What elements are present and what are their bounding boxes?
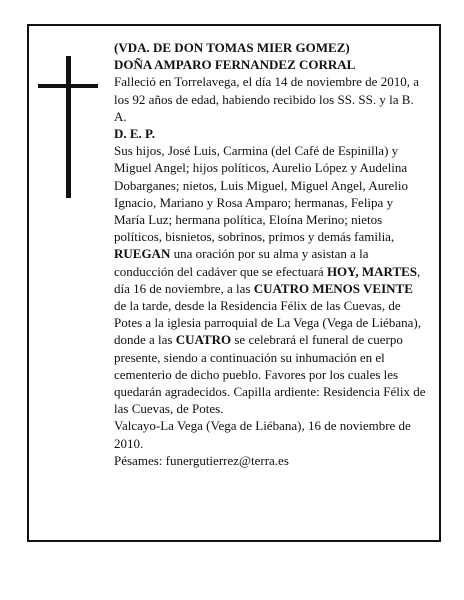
cross-horizontal-bar [38, 84, 98, 88]
rip-line: D. E. P. [114, 126, 156, 142]
hoy-martes: HOY, MARTES [326, 263, 418, 279]
request-text-3: de la tarde, desde la Residencia Félix de las Cuevas, de Potes a la iglesia parroquial de La Vega (Vega de Liébana), donde a las [114, 298, 421, 348]
obituary-text [114, 39, 426, 469]
cross-vertical-bar [66, 56, 71, 198]
service-time-1: CUATRO MENOS VEINTE [253, 280, 413, 296]
request-text-1: una oración por su alma y asistan a la conducción del cadáver que se efectuará [114, 246, 369, 279]
latin-cross-icon [38, 56, 98, 198]
service-time-2: CUATRO [175, 332, 232, 348]
request-text-2: , día 16 de noviembre, a las [114, 263, 421, 296]
family-paragraph: Sus hijos, José Luis, Carmina (del Café de Espinilla) y Miguel Angel; hijos políticos, Aurelio López y Audelina Dobarganes; nietos, Luis Miguel, Miguel Angel, Aurelio Ignacio, Mariano y Rosa Amparo; hermanas, Felipa y María Luz; hermana política, Eloína Merino; nietos políticos, bisnietos, sobrinos, primos y demás familia, [114, 143, 409, 245]
death-paragraph: Falleció en Torrelavega, el día 14 de noviembre de 2010, a los 92 años de edad, habiendo recibido los SS. SS. y la B. A. [114, 74, 419, 124]
deceased-name: DOÑA AMPARO FERNANDEZ CORRAL [114, 57, 356, 73]
request-text-4: se celebrará el funeral de cuerpo presente, siendo a continuación su inhumación en el cementerio de dicho pueblo. Favores por los cuales les quedarán agradecidos. Capilla ardiente: Residencia Félix de las Cuevas, de Potes. [114, 332, 426, 417]
request-paragraph [114, 245, 426, 417]
ruegan-word: RUEGAN [114, 246, 171, 262]
widow-of-line: (VDA. DE DON TOMAS MIER GOMEZ) [114, 40, 350, 55]
place-date: Valcayo-La Vega (Vega de Liébana), 16 de noviembre de 2010. [114, 418, 411, 451]
condolences-contact: Pésames: funergutierrez@terra.es [114, 452, 289, 468]
